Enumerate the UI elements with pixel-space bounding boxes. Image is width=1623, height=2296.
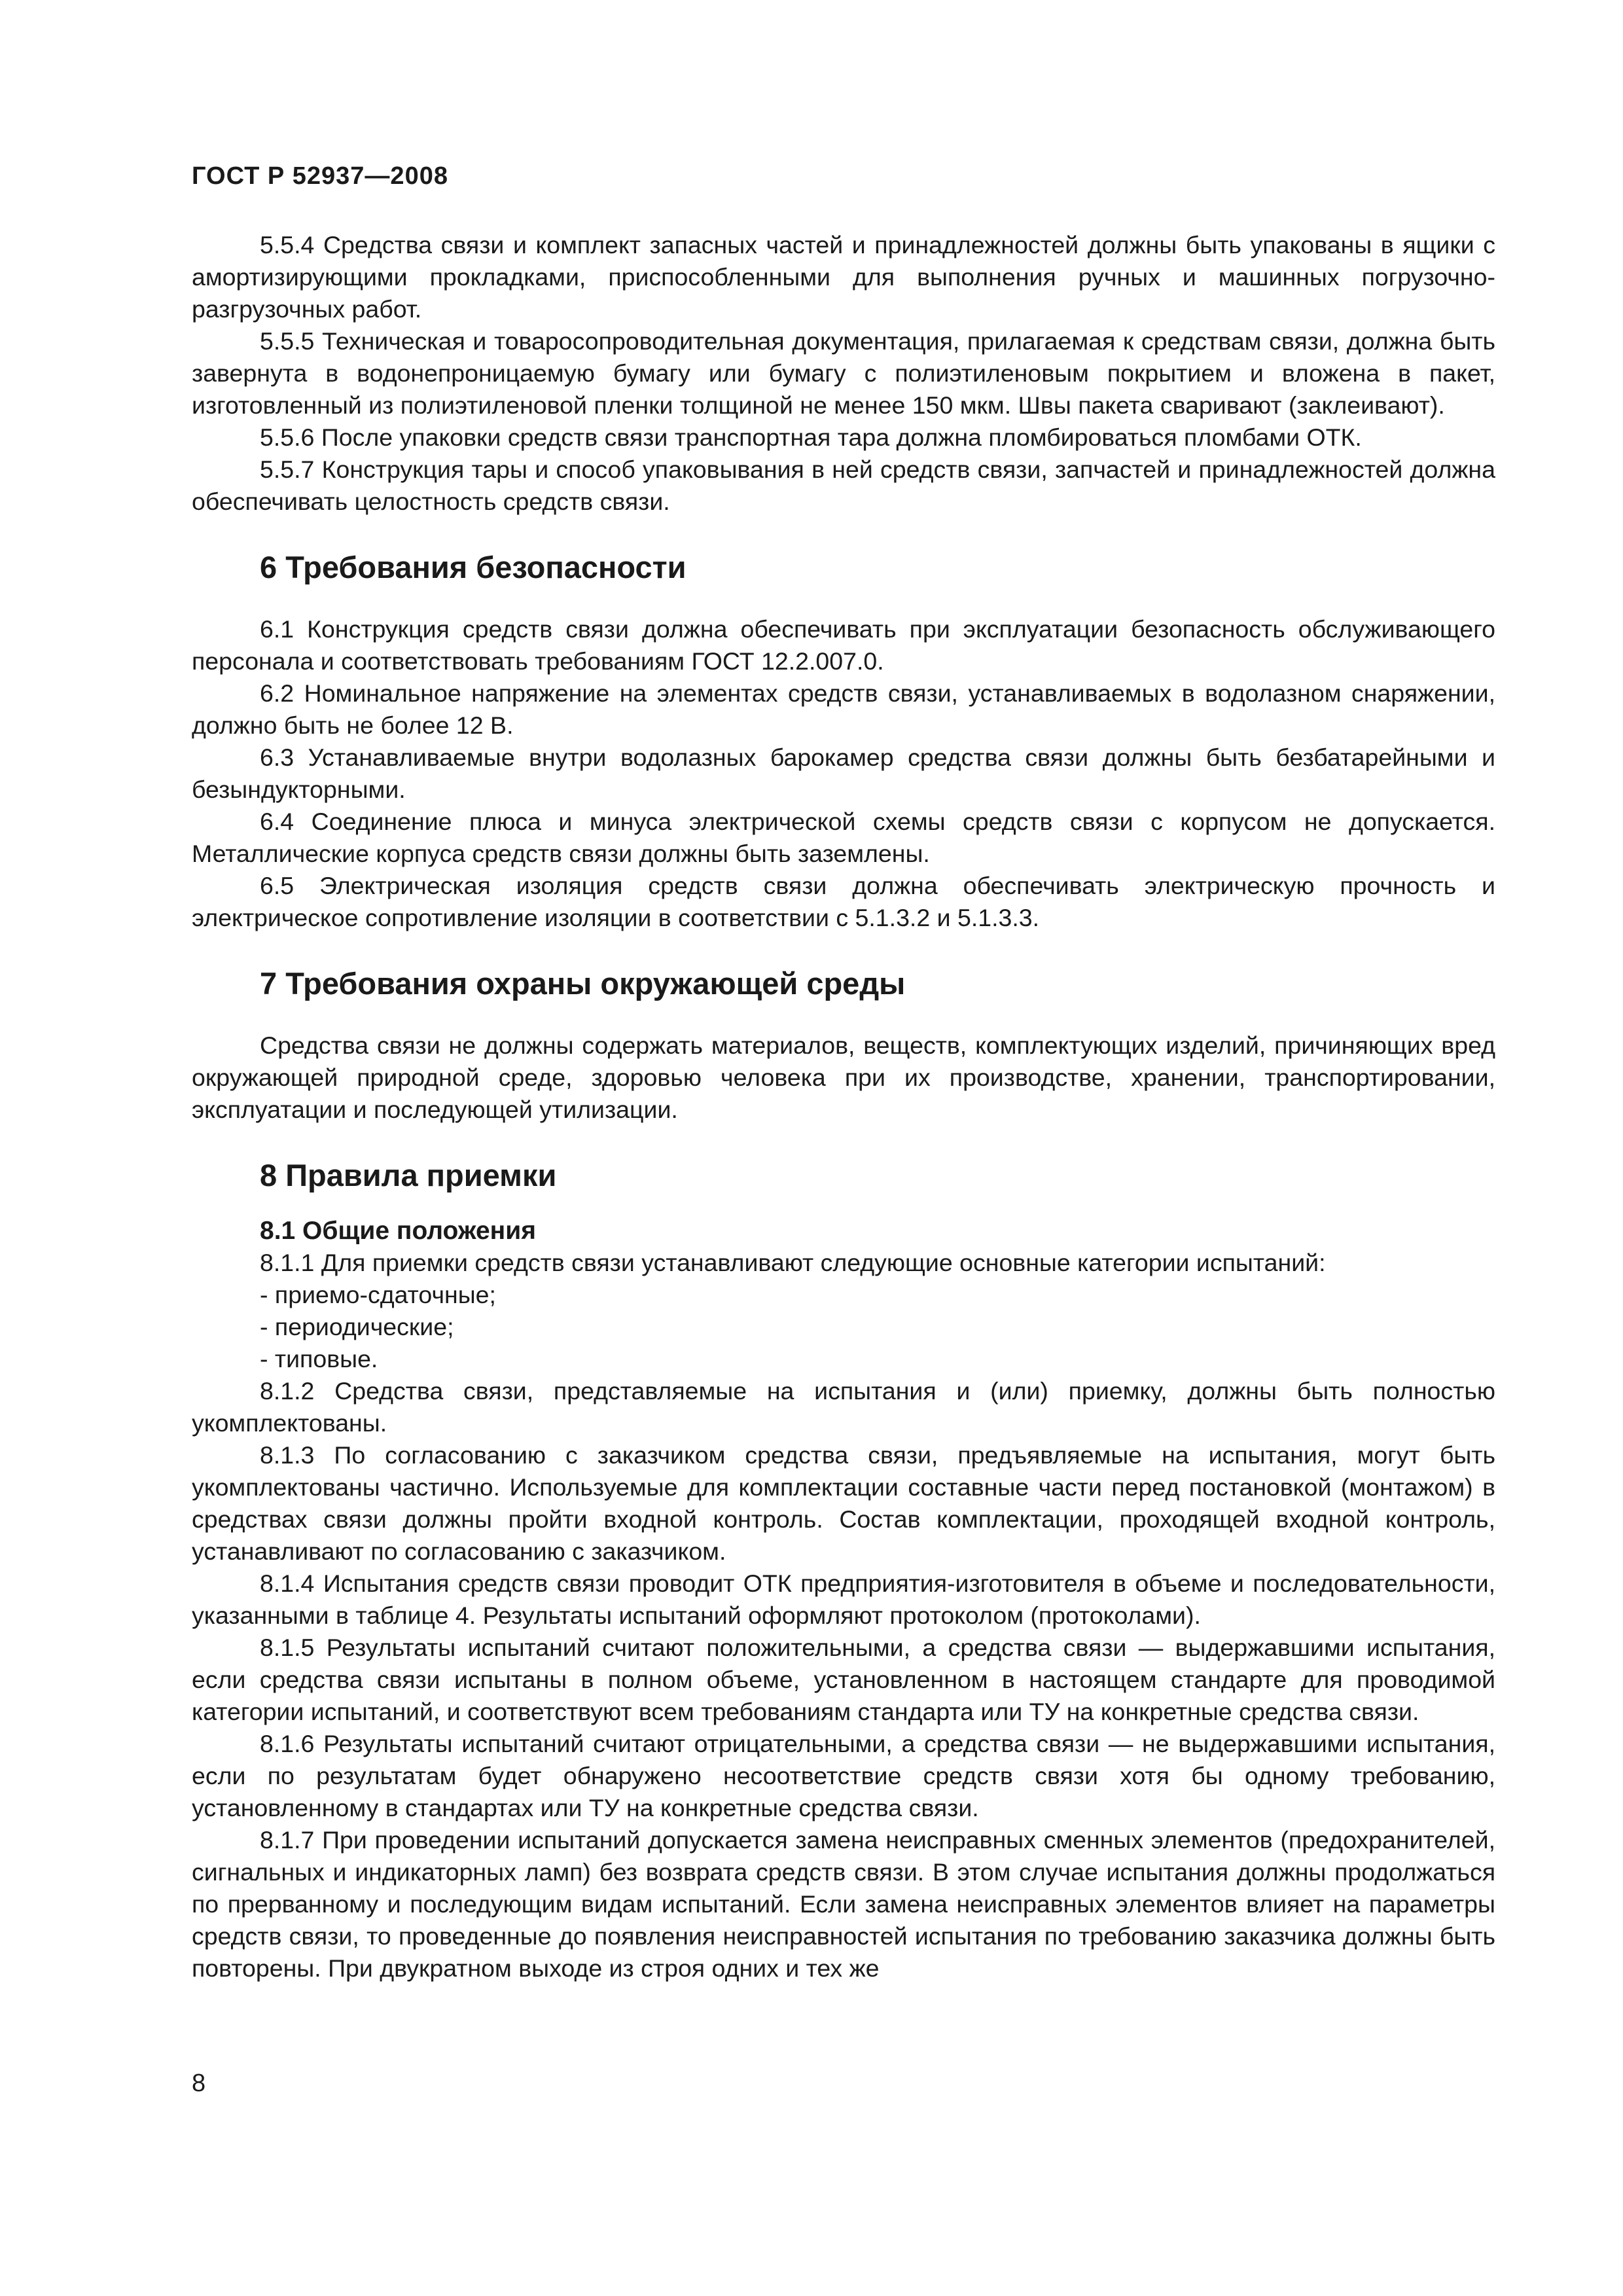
document-header: ГОСТ Р 52937—2008 [192, 162, 448, 190]
paragraph-8-1-1: 8.1.1 Для приемки средств связи устанавливают следующие основные категории испытаний: [260, 1249, 1326, 1276]
section-7-heading: 7 Требования охраны окружающей среды [260, 966, 906, 1001]
list-item: - типовые. [260, 1345, 378, 1372]
paragraph-5-5-6: 5.5.6 После упаковки средств связи транспортная тара должна пломбироваться пломбами ОТК. [260, 423, 1362, 451]
page-number: 8 [192, 2070, 206, 2097]
paragraph-6-2: 6.2 Номинальное напряжение на элементах средств связи, устанавливаемых в водолазном снаряжении, должно быть не более 12 В. [192, 679, 1495, 739]
paragraph-5-5-4: 5.5.4 Средства связи и комплект запасных частей и принадлежностей должны быть упакованы в ящики с амортизирующими прокладками, приспособленными для выполнения ручных и машинных погрузочно-разгрузочных работ. [192, 231, 1495, 323]
list-item: - периодические; [260, 1313, 454, 1340]
paragraph-6-5: 6.5 Электрическая изоляция средств связи должна обеспечивать электрическую прочность и электрическое сопротивление изоляции в соответствии с 5.1.3.2 и 5.1.3.3. [192, 872, 1495, 931]
paragraph-8-1-3: 8.1.3 По согласованию с заказчиком средства связи, предъявляемые на испытания, могут быть укомплектованы частично. Используемые для комплектации составные части перед постановкой (монтажом) в средствах связи должны пройти входной контроль. Состав комплектации, проходящей входной контроль, устанавливают по согласованию с заказчиком. [192, 1441, 1495, 1565]
paragraph-5-5-7: 5.5.7 Конструкция тары и способ упаковывания в ней средств связи, запчастей и принадлежностей должна обеспечивать целостность средств связи. [192, 456, 1495, 515]
section-8-heading: 8 Правила приемки [260, 1158, 557, 1193]
paragraph-8-1-6: 8.1.6 Результаты испытаний считают отрицательными, а средства связи — не выдержавшими испытания, если по результатам будет обнаружено несоответствие средств связи хотя бы одному требованию, установленному в стандартах или ТУ на конкретные средства связи. [192, 1730, 1495, 1821]
paragraph-6-3: 6.3 Устанавливаемые внутри водолазных барокамер средства связи должны быть безбатарейными и безындукторными. [192, 744, 1495, 803]
paragraph-8-1-4: 8.1.4 Испытания средств связи проводит ОТК предприятия-изготовителя в объеме и последовательности, указанными в таблице 4. Результаты испытаний оформляют протоколом (протоколами). [192, 1570, 1495, 1629]
section-8-1-heading: 8.1 Общие положения [260, 1217, 536, 1245]
list-item: - приемо-сдаточные; [260, 1281, 496, 1308]
paragraph-6-1: 6.1 Конструкция средств связи должна обеспечивать при эксплуатации безопасность обслуживающего персонала и соответствовать требованиям ГОСТ 12.2.007.0. [192, 615, 1495, 675]
paragraph-8-1-5: 8.1.5 Результаты испытаний считают положительными, а средства связи — выдержавшими испытания, если средства связи испытаны в полном объеме, установленном в настоящем стандарте для проводимой категории испытаний, и соответствуют всем требованиям стандарта или ТУ на конкретные средства связи. [192, 1634, 1495, 1725]
paragraph-7: Средства связи не должны содержать материалов, веществ, комплектующих изделий, причиняющих вред окружающей природной среде, здоровью человека при их производстве, хранении, транспортировании, эксплуатации и последующей утилизации. [192, 1031, 1495, 1123]
page-content [192, 229, 1495, 1984]
section-6-heading: 6 Требования безопасности [260, 550, 687, 584]
paragraph-8-1-2: 8.1.2 Средства связи, представляемые на испытания и (или) приемку, должны быть полностью укомплектованы. [192, 1377, 1495, 1437]
paragraph-5-5-5: 5.5.5 Техническая и товаросопроводительная документация, прилагаемая к средствам связи, должна быть завернута в водонепроницаемую бумагу или бумагу с полиэтиленовым покрытием и вложена в пакет, изготовленный из полиэтиленовой пленки толщиной не менее 150 мкм. Швы пакета сваривают (заклеивают). [192, 327, 1495, 419]
paragraph-6-4: 6.4 Соединение плюса и минуса электрической схемы средств связи с корпусом не допускается. Металлические корпуса средств связи должны быть заземлены. [192, 808, 1495, 867]
paragraph-8-1-7: 8.1.7 При проведении испытаний допускается замена неисправных сменных элементов (предохранителей, сигнальных и индикаторных ламп) без возврата средств связи. В этом случае испытания должны продолжаться по прерванному и последующим видам испытаний. Если замена неисправных элементов влияет на параметры средств связи, то проведенные до появления неисправностей испытания по требованию заказчика должны быть повторены. При двукратном выходе из строя одних и тех же [192, 1826, 1495, 1982]
